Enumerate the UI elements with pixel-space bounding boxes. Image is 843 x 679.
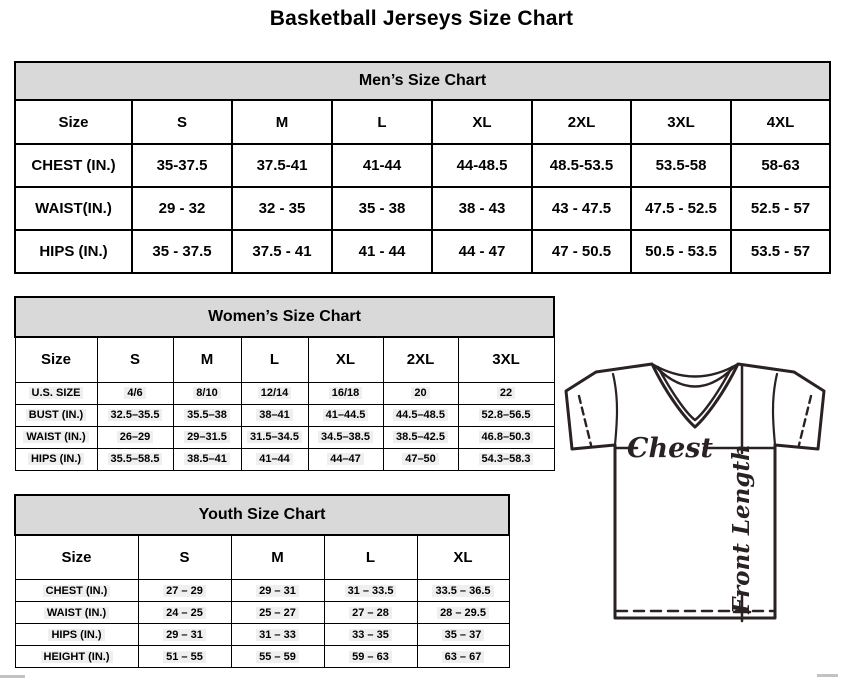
row-label: HEIGHT (IN.)	[15, 646, 138, 668]
jersey-outline	[566, 364, 824, 618]
size-cell: 22	[458, 382, 554, 404]
table-row	[15, 580, 509, 602]
size-cell: 59 – 63	[324, 646, 417, 668]
row-label: WAIST (IN.)	[15, 426, 97, 448]
size-cell: 41-44	[332, 144, 432, 187]
size-cell: 38–41	[241, 404, 308, 426]
size-cell: 47–50	[383, 448, 458, 470]
size-cell: 47.5 - 52.5	[631, 187, 731, 230]
size-cell: 54.3–58.3	[458, 448, 554, 470]
column-header: Size	[15, 535, 138, 580]
size-cell: 50.5 - 53.5	[631, 230, 731, 273]
size-cell: 29 – 31	[138, 624, 231, 646]
size-cell: 38.5–42.5	[383, 426, 458, 448]
size-cell: 25 – 27	[231, 602, 324, 624]
size-cell: 33 – 35	[324, 624, 417, 646]
column-header: S	[97, 337, 173, 382]
size-cell: 33.5 – 36.5	[417, 580, 509, 602]
womens-table-title: Women’s Size Chart	[15, 297, 554, 337]
size-cell: 31 – 33.5	[324, 580, 417, 602]
size-cell: 8/10	[173, 382, 241, 404]
size-cell: 55 – 59	[231, 646, 324, 668]
size-cell: 35-37.5	[132, 144, 232, 187]
column-header: S	[138, 535, 231, 580]
chest-label: Chest	[627, 433, 713, 464]
table-row	[15, 624, 509, 646]
size-cell: 4/6	[97, 382, 173, 404]
column-header: 4XL	[731, 100, 830, 144]
size-cell: 44.5–48.5	[383, 404, 458, 426]
size-cell: 32 - 35	[232, 187, 332, 230]
column-header: S	[132, 100, 232, 144]
size-cell: 41–44.5	[308, 404, 383, 426]
column-header: L	[332, 100, 432, 144]
mens-table-title: Men’s Size Chart	[15, 62, 830, 100]
size-cell: 52.5 - 57	[731, 187, 830, 230]
column-header: 2XL	[532, 100, 631, 144]
mens-table-caption-row	[15, 62, 830, 100]
table-row	[15, 382, 554, 404]
womens-table-caption-row	[15, 297, 554, 337]
row-label: CHEST (IN.)	[15, 144, 132, 187]
size-cell: 38 - 43	[432, 187, 532, 230]
size-cell: 35 - 37.5	[132, 230, 232, 273]
table-row	[15, 602, 509, 624]
size-cell: 12/14	[241, 382, 308, 404]
size-cell: 44-48.5	[432, 144, 532, 187]
size-cell: 27 – 29	[138, 580, 231, 602]
row-label: CHEST (IN.)	[15, 580, 138, 602]
row-label: HIPS (IN.)	[15, 624, 138, 646]
mens-size-table	[14, 61, 831, 274]
size-cell: 29 – 31	[231, 580, 324, 602]
size-cell: 63 – 67	[417, 646, 509, 668]
left-corner-bar	[0, 675, 25, 678]
row-label: WAIST (IN.)	[15, 602, 138, 624]
front-length-label: Front Length	[728, 444, 755, 614]
column-header: XL	[417, 535, 509, 580]
table-row	[15, 187, 830, 230]
size-cell: 46.8–50.3	[458, 426, 554, 448]
size-cell: 37.5 - 41	[232, 230, 332, 273]
column-header: 2XL	[383, 337, 458, 382]
size-cell: 52.8–56.5	[458, 404, 554, 426]
column-header: L	[324, 535, 417, 580]
table-row	[15, 144, 830, 187]
column-header: 3XL	[631, 100, 731, 144]
size-cell: 26–29	[97, 426, 173, 448]
youth-table-title: Youth Size Chart	[15, 495, 509, 535]
column-header: XL	[432, 100, 532, 144]
size-cell: 41 - 44	[332, 230, 432, 273]
size-cell: 29 - 32	[132, 187, 232, 230]
size-cell: 35 – 37	[417, 624, 509, 646]
page-title: Basketball Jerseys Size Chart	[269, 7, 574, 30]
column-header: M	[231, 535, 324, 580]
size-cell: 44–47	[308, 448, 383, 470]
column-header: M	[232, 100, 332, 144]
table-row	[15, 404, 554, 426]
size-cell: 29–31.5	[173, 426, 241, 448]
youth-column-header-row	[15, 535, 509, 580]
size-cell: 47 - 50.5	[532, 230, 631, 273]
size-cell: 38.5–41	[173, 448, 241, 470]
row-label: U.S. SIZE	[15, 382, 97, 404]
table-row	[15, 426, 554, 448]
womens-column-header-row	[15, 337, 554, 382]
row-label: WAIST(IN.)	[15, 187, 132, 230]
youth-size-table	[14, 494, 510, 669]
column-header: Size	[15, 100, 132, 144]
row-label: BUST (IN.)	[15, 404, 97, 426]
size-cell: 27 – 28	[324, 602, 417, 624]
size-cell: 37.5-41	[232, 144, 332, 187]
size-cell: 32.5–35.5	[97, 404, 173, 426]
size-cell: 16/18	[308, 382, 383, 404]
size-cell: 31 – 33	[231, 624, 324, 646]
column-header: L	[241, 337, 308, 382]
size-cell: 35 - 38	[332, 187, 432, 230]
row-label: HIPS (IN.)	[15, 230, 132, 273]
size-cell: 48.5-53.5	[532, 144, 631, 187]
size-cell: 34.5–38.5	[308, 426, 383, 448]
size-cell: 20	[383, 382, 458, 404]
size-cell: 58-63	[731, 144, 830, 187]
row-label: HIPS (IN.)	[15, 448, 97, 470]
right-corner-bar	[817, 674, 838, 677]
jersey-measurement-diagram	[556, 361, 842, 629]
column-header: M	[173, 337, 241, 382]
size-cell: 28 – 29.5	[417, 602, 509, 624]
column-header: Size	[15, 337, 97, 382]
youth-table-caption-row	[15, 495, 509, 535]
column-header: XL	[308, 337, 383, 382]
column-header: 3XL	[458, 337, 554, 382]
table-row	[15, 448, 554, 470]
size-cell: 53.5 - 57	[731, 230, 830, 273]
size-cell: 24 – 25	[138, 602, 231, 624]
size-cell: 51 – 55	[138, 646, 231, 668]
size-cell: 43 - 47.5	[532, 187, 631, 230]
mens-column-header-row	[15, 100, 830, 144]
size-cell: 31.5–34.5	[241, 426, 308, 448]
size-cell: 35.5–58.5	[97, 448, 173, 470]
size-cell: 35.5–38	[173, 404, 241, 426]
table-row	[15, 230, 830, 273]
table-row	[15, 646, 509, 668]
size-cell: 44 - 47	[432, 230, 532, 273]
size-cell: 53.5-58	[631, 144, 731, 187]
size-cell: 41–44	[241, 448, 308, 470]
womens-size-table	[14, 296, 555, 471]
